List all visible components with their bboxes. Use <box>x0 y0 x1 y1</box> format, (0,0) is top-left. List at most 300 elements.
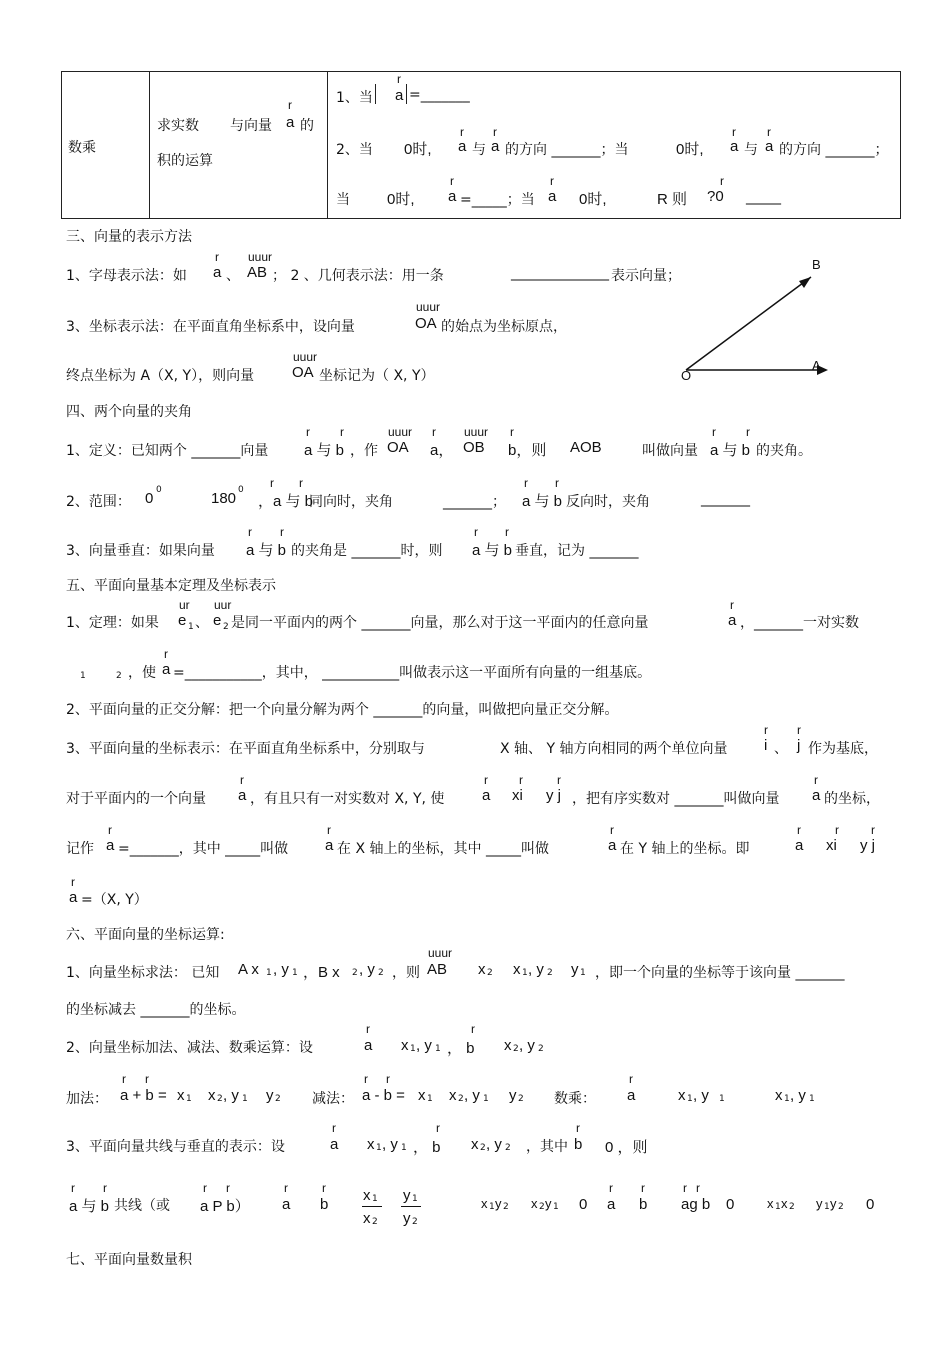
coord: x <box>481 1196 488 1211</box>
line-text: 的坐标， <box>824 791 880 807</box>
vector-mark: r <box>767 125 771 139</box>
vector-mark: r <box>108 823 112 837</box>
coord: x <box>678 1087 686 1104</box>
rule-text: 与 <box>744 142 758 158</box>
vector-a: a <box>395 87 404 104</box>
vector-mark: r <box>332 1121 336 1135</box>
rule-text: 0时, <box>387 191 415 208</box>
vector-mark: r <box>240 773 244 787</box>
vector-a: a， <box>430 442 454 459</box>
subscript: 1 <box>427 1094 433 1104</box>
line-text: 数乘： <box>554 1091 596 1107</box>
vector-mark: r <box>871 823 875 837</box>
vector-OB: OB <box>463 439 485 456</box>
vector-mark: r <box>450 174 454 188</box>
vector-mark: r <box>576 1121 580 1135</box>
vector-a: a <box>213 264 222 281</box>
blank: =_____；当 <box>460 192 535 208</box>
coord: y <box>403 1210 411 1227</box>
line-text: ； 2 、几何表示法：用一条 <box>272 268 444 284</box>
section-title: 三、向量的表示方法 <box>66 229 192 245</box>
line-text: 叫做向量 <box>642 443 698 459</box>
line-text: =_______，其中 _____叫做 <box>118 841 289 857</box>
subscript: 1 <box>401 1143 407 1153</box>
vector-mark: r <box>122 1072 126 1086</box>
rule-text: 的方向 _______；当 <box>505 142 629 158</box>
line-text: 的夹角。 <box>756 443 812 459</box>
line-text: 的夹角是 _______时，则 <box>291 543 443 559</box>
point-B-label: B <box>812 257 821 272</box>
vector-OA: OA <box>292 364 314 381</box>
rule-text: 0时, <box>404 141 432 158</box>
range-start: 0 <box>145 490 154 507</box>
rule-text: R 则 <box>657 191 688 208</box>
subscript: 1 <box>483 1094 489 1104</box>
line-text: 3、平面向量的坐标表示：在平面直角坐标系中，分别取与 <box>66 741 425 757</box>
line-text: =___________，其中， ___________叫做表示这一平面所有向量的一组基底。 <box>173 665 652 681</box>
coord: x <box>401 1037 409 1054</box>
line-text: ，把有序实数对 _______叫做向量 <box>572 791 780 807</box>
subscript: 2 <box>539 1202 545 1212</box>
rule-text: 1、当 <box>336 90 373 106</box>
section-title: 四、两个向量的夹角 <box>66 404 192 420</box>
vector-mark: r <box>510 425 514 439</box>
subscript: 2 <box>378 968 384 978</box>
vector-mark: r <box>797 823 801 837</box>
coord: x <box>471 1136 479 1153</box>
vector-mark: r <box>629 1072 633 1086</box>
subscript: 2 <box>789 1202 795 1212</box>
subscript: 2 <box>513 1044 519 1054</box>
line-text: X 轴、 Y 轴方向相同的两个单位向量 <box>500 741 728 757</box>
point-A-label: A <box>812 358 821 373</box>
vector-a: a <box>448 188 457 205</box>
blank: =_______ <box>409 87 470 103</box>
vector-mark: r <box>340 425 344 439</box>
line-text: 、 <box>226 268 240 284</box>
line-text: 的坐标减去 _______的坐标。 <box>66 1002 246 1018</box>
coord: , y <box>359 961 375 978</box>
degree-mark: 0 <box>238 485 244 495</box>
coord: , y <box>416 1037 432 1054</box>
vector-mark: uuur <box>248 250 273 264</box>
lambda-sub: 2 <box>116 671 122 681</box>
subscript: 2 <box>352 968 358 978</box>
vector-mark: r <box>203 1181 207 1195</box>
rule-text: 与 <box>472 142 486 158</box>
vector-mark: r <box>280 525 284 539</box>
arrow-head-icon <box>799 277 811 288</box>
table-divider <box>149 72 150 218</box>
line-text: 3、平面向量共线与垂直的表示：设 <box>66 1139 285 1155</box>
vector-mark: r <box>557 773 561 787</box>
vector-a-b: ，a 与 b <box>258 493 314 510</box>
vector-mark: r <box>71 875 75 889</box>
vector-mark: uuur <box>388 425 413 439</box>
lambda-sub: 1 <box>80 671 86 681</box>
line-text: ，_______一对实数 <box>740 615 859 631</box>
line-text: ，作 <box>350 443 378 459</box>
subscript: 2 <box>505 1143 511 1153</box>
vector-mark: r <box>364 1072 368 1086</box>
vector-b: b <box>574 1136 583 1153</box>
line-text: ，即一个向量的坐标等于该向量 _______ <box>595 965 845 981</box>
vector-mark: r <box>683 1181 687 1195</box>
term-xi: xi <box>512 787 523 804</box>
vector-a: a <box>607 1196 616 1213</box>
zero: 0 <box>579 1196 588 1213</box>
subscript: 2 <box>217 1094 223 1104</box>
coord: , y <box>693 1087 709 1104</box>
subscript: 2 <box>518 1094 524 1104</box>
vector-mark: r <box>471 1022 475 1036</box>
vector-a: a <box>330 1136 339 1153</box>
vector-b: b <box>320 1196 329 1213</box>
line-text: 坐标记为（ X, Y） <box>319 368 435 384</box>
coord: x <box>504 1037 512 1054</box>
basis-j: j <box>797 737 801 754</box>
vector-mark: r <box>366 1022 370 1036</box>
coord: x <box>767 1196 774 1211</box>
vector-mark: r <box>519 773 523 787</box>
subscript: 1 <box>824 1202 830 1212</box>
line-text: 作为基底， <box>808 741 878 757</box>
vector-mark: r <box>730 598 734 612</box>
blank: _____ <box>746 189 781 205</box>
coord: x <box>418 1087 426 1104</box>
vector-mark: r <box>145 1072 149 1086</box>
vector-mark: r <box>746 425 750 439</box>
term-xi: xi <box>826 837 837 854</box>
vector-mark: r <box>248 525 252 539</box>
term-yj: y j <box>860 837 875 854</box>
vector-a-b: a 与 b <box>710 442 751 459</box>
subscript: 2 <box>458 1094 464 1104</box>
vector-mark: r <box>474 525 478 539</box>
coord: y <box>830 1196 837 1211</box>
coord: , y <box>486 1136 502 1153</box>
coord: y <box>266 1087 274 1104</box>
zero: 0 <box>866 1196 875 1213</box>
line-text: 2、范围： <box>66 494 131 510</box>
vector-mark: r <box>270 476 274 490</box>
coord: , y <box>223 1087 239 1104</box>
vector-a-b: a 与 b <box>304 442 345 459</box>
vector-mark: r <box>764 723 768 737</box>
line-text: 2、向量坐标加法、减法、数乘运算：设 <box>66 1040 313 1056</box>
point-B: ，B x <box>303 964 340 981</box>
vector-a: a <box>548 188 557 205</box>
line-text: 同向时，夹角 <box>309 494 393 510</box>
subscript: 2 <box>275 1094 281 1104</box>
line-text: 、 <box>774 741 788 757</box>
coord: x <box>363 1210 371 1227</box>
line-text: 垂直，记为 _______ <box>515 543 639 559</box>
subscript: 1 <box>372 1194 378 1204</box>
dot-product: ag b <box>681 1196 711 1213</box>
vector-a: a <box>482 787 491 804</box>
line-text: ，其中 <box>526 1139 568 1155</box>
vector-mark: uuur <box>416 300 441 314</box>
subscript: 1 <box>266 968 272 978</box>
subscript: 2 <box>547 968 553 978</box>
line-text: 共线（或 <box>114 1198 170 1214</box>
desc-text: 积的运算 <box>157 153 213 169</box>
subscript: 2 <box>480 1143 486 1153</box>
vector-a: a <box>627 1087 636 1104</box>
vector-mark: r <box>386 1072 390 1086</box>
desc-text: 与向量 <box>230 118 272 134</box>
vector-a: a <box>238 787 247 804</box>
line-text: ，使 <box>128 665 156 681</box>
coord: y <box>495 1196 502 1211</box>
vector-mark: r <box>215 250 219 264</box>
row-label: 数乘 <box>68 140 96 156</box>
coord: , y <box>464 1087 480 1104</box>
coord: , y <box>382 1136 398 1153</box>
vector-mark: r <box>284 1181 288 1195</box>
line-text: 1、字母表示法：如 <box>66 268 187 284</box>
fraction-bar <box>401 1206 421 1207</box>
subscript: 2 <box>838 1202 844 1212</box>
vector-mark: r <box>322 1181 326 1195</box>
coord: y <box>816 1196 823 1211</box>
coord: x <box>478 961 486 978</box>
vector-mark: r <box>397 72 401 86</box>
degree-mark: 0 <box>156 485 162 495</box>
line-text: 终点坐标为 A（X, Y），则向量 <box>66 368 255 384</box>
subscript: 1 <box>410 1044 416 1054</box>
vector-b: b，则 <box>508 442 547 459</box>
fraction-bar <box>362 1206 382 1207</box>
line-text: 3、坐标表示法：在平面直角坐标系中，设向量 <box>66 319 355 335</box>
coord: y <box>545 1196 552 1211</box>
vector-mark: r <box>306 425 310 439</box>
vector-a: a <box>765 138 774 155</box>
vector-a: a <box>728 612 737 629</box>
coord: x <box>367 1136 375 1153</box>
coord: , y <box>528 961 544 978</box>
vector-mark: r <box>432 425 436 439</box>
vector-a: a <box>364 1037 373 1054</box>
vector-mark: r <box>288 98 292 112</box>
blank: _______； <box>443 494 506 510</box>
line-text: =（X, Y） <box>81 892 148 908</box>
vector-a: a <box>286 114 295 131</box>
vector-a-b: a 与 b <box>472 542 513 559</box>
section-title: 六、平面向量的坐标运算: <box>66 927 225 943</box>
vector-mark: uuur <box>464 425 489 439</box>
vector-mark: r <box>610 823 614 837</box>
line-text: ，则 <box>392 965 420 981</box>
subscript: 1 <box>719 1094 725 1104</box>
rule-text: 当 <box>336 192 350 208</box>
vector-mark: r <box>71 1181 75 1195</box>
blank: _______ <box>701 491 750 507</box>
subscript: 1 <box>687 1094 693 1104</box>
vector-mark: r <box>460 125 464 139</box>
subscript: 1 <box>292 968 298 978</box>
vector-mark: r <box>550 174 554 188</box>
term-yj: y j <box>546 787 561 804</box>
vector-a-b: a 与 b <box>69 1198 110 1215</box>
subscript: 1 <box>242 1094 248 1104</box>
vector-mark: r <box>609 1181 613 1195</box>
vector-mark: r <box>226 1181 230 1195</box>
desc-text: 的 <box>300 118 314 134</box>
line-text: 的始点为坐标原点， <box>441 319 567 335</box>
line-text: 1、向量坐标求法： 已知 <box>66 965 220 981</box>
line-text: 加法： <box>66 1091 108 1107</box>
subscript: 1 <box>376 1143 382 1153</box>
line-text: 表示向量； <box>611 268 681 284</box>
vector-mark: r <box>505 525 509 539</box>
vector-a: a <box>282 1196 291 1213</box>
subscript: 1 <box>188 622 194 632</box>
line-text: 是同一平面内的两个 _______向量，那么对于这一平面内的任意向量 <box>231 615 649 631</box>
parallel-notation: a P b） <box>200 1198 250 1215</box>
vector-b: b <box>639 1196 648 1213</box>
vector-a: a <box>162 661 171 678</box>
vector-AB: AB <box>427 961 448 978</box>
basis-i: i <box>764 737 768 754</box>
vector-OA: OA <box>387 439 409 456</box>
point-A: A x <box>238 961 259 978</box>
coord: , y <box>273 961 289 978</box>
coord: x <box>513 961 521 978</box>
vector-mark: ur <box>179 598 190 612</box>
basis-e1: e <box>178 612 187 629</box>
subscript: 1 <box>186 1094 192 1104</box>
vector-OB-line <box>686 277 811 370</box>
vector-mark: r <box>814 773 818 787</box>
vector-a: a <box>325 837 334 854</box>
line-text: 减法： <box>312 1091 354 1107</box>
vector-mark: r <box>712 425 716 439</box>
vector-a: a <box>608 837 617 854</box>
subscript: 1 <box>522 968 528 978</box>
coord: , y <box>519 1037 535 1054</box>
coord: x <box>208 1087 216 1104</box>
coord: , y <box>790 1087 806 1104</box>
line-text: 在 X 轴上的坐标，其中 _____叫做 <box>337 841 549 857</box>
vector-mark: r <box>641 1181 645 1195</box>
coord: y <box>509 1087 517 1104</box>
subscript: 1 <box>784 1094 790 1104</box>
coord: x <box>531 1196 538 1211</box>
section-title: 五、平面向量基本定理及坐标表示 <box>66 578 276 594</box>
subscript: 2 <box>223 622 229 632</box>
vector-mark: r <box>327 823 331 837</box>
vector-a: a <box>812 787 821 804</box>
line-text: 3、向量垂直：如果向量 <box>66 543 215 559</box>
range-end: 180 <box>211 490 237 507</box>
subscript: 1 <box>809 1094 815 1104</box>
line-text: 在 Y 轴上的坐标。即 <box>620 841 750 857</box>
vector-mark: r <box>797 723 801 737</box>
vector-OA: OA <box>415 315 437 332</box>
subscript: 1 <box>580 968 586 978</box>
vector-mark: uuur <box>293 350 318 364</box>
vector-mark: r <box>696 1181 700 1195</box>
subscript: 1 <box>412 1194 418 1204</box>
abs-bar <box>375 84 376 104</box>
vector-mark: r <box>103 1181 107 1195</box>
subscript: 1 <box>553 1202 559 1212</box>
line-text: 1、定义：已知两个 _______向量 <box>66 443 269 459</box>
vector-mark: uur <box>214 598 232 612</box>
vector-mark: r <box>524 476 528 490</box>
vector-mark: r <box>555 476 559 490</box>
zero: 0 <box>726 1196 735 1213</box>
subscript: 2 <box>412 1217 418 1227</box>
angle-AOB: AOB <box>570 439 602 456</box>
coord: x <box>363 1187 371 1204</box>
coord: x <box>449 1087 457 1104</box>
scalar-multiplication-table <box>61 71 901 219</box>
desc-text: 求实数 <box>157 118 199 134</box>
vector-mark: r <box>436 1121 440 1135</box>
line-text: 1、定理：如果 <box>66 615 159 631</box>
rule-text: 的方向 _______； <box>779 142 889 158</box>
vector-diff: a - b = <box>362 1087 405 1104</box>
rule-text: ?0 <box>707 188 724 205</box>
subscript: 2 <box>503 1202 509 1212</box>
vector-b: ， b <box>413 1139 441 1156</box>
vector-mark: r <box>732 125 736 139</box>
vector-a: a <box>69 889 78 906</box>
table-divider <box>327 72 328 218</box>
subscript: 1 <box>775 1202 781 1212</box>
rule-text: 0时, <box>579 191 607 208</box>
rule-text: 2、当 <box>336 142 373 158</box>
vector-mark: r <box>720 174 724 188</box>
vector-a: a <box>795 837 804 854</box>
line-text: ，有且只有一对实数对 X, Y, 使 <box>250 791 445 807</box>
vector-mark: r <box>164 647 168 661</box>
vector-mark: r <box>299 476 303 490</box>
subscript: 1 <box>435 1044 441 1054</box>
blank: ______________ <box>511 265 609 281</box>
line-text: 2、平面向量的正交分解：把一个向量分解为两个 _______的向量，叫做把向量正交分解。 <box>66 702 619 718</box>
coord: x <box>781 1196 788 1211</box>
vector-mark: r <box>835 823 839 837</box>
coord: y <box>571 961 579 978</box>
line-text: 反向时，夹角 <box>566 494 650 510</box>
vector-a: a <box>730 138 739 155</box>
abs-bar <box>406 84 407 104</box>
subscript: 1 <box>489 1202 495 1212</box>
coord: y <box>403 1187 411 1204</box>
section-title: 七、平面向量数量积 <box>66 1252 192 1268</box>
vector-mark: r <box>484 773 488 787</box>
line-text: 记作 <box>66 841 94 857</box>
basis-e2: e <box>213 612 222 629</box>
subscript: 2 <box>538 1044 544 1054</box>
vector-sum: a + b = <box>120 1087 167 1104</box>
coord: x <box>775 1087 783 1104</box>
rule-text: 0时, <box>676 141 704 158</box>
vector-mark: uuur <box>428 946 453 960</box>
subscript: 2 <box>372 1217 378 1227</box>
vector-a: a <box>491 138 500 155</box>
line-text: 对于平面内的一个向量 <box>66 791 206 807</box>
vector-a-b: a 与 b <box>522 493 563 510</box>
vector-a: a <box>106 837 115 854</box>
coord: x <box>177 1087 185 1104</box>
line-text: 0 ，则 <box>605 1139 648 1156</box>
vector-b: ， b <box>447 1040 475 1057</box>
